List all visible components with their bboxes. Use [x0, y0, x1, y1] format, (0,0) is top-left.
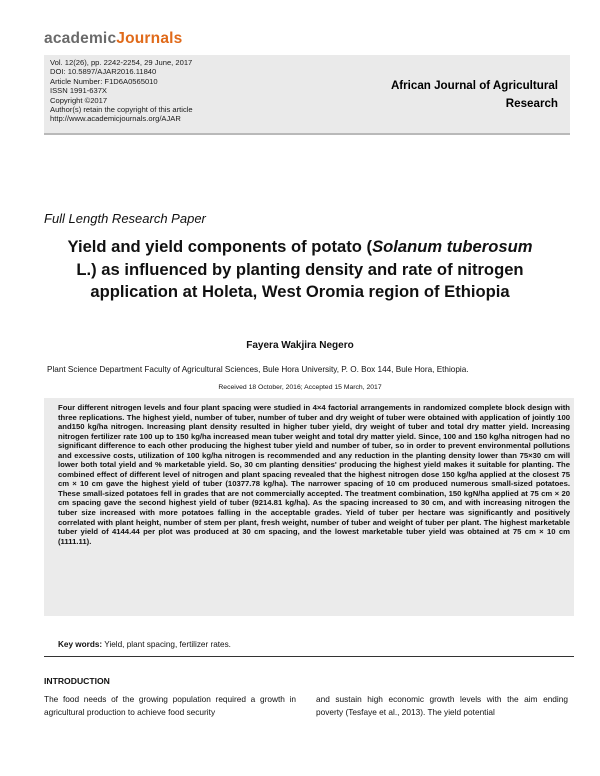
- journal-logo: [44, 30, 182, 48]
- author-name: Fayera Wakjira Negero: [246, 340, 354, 351]
- meta-copyright: Copyright ©2017: [50, 95, 108, 105]
- meta-article-number: Article Number: F1D6A0565010: [50, 76, 158, 86]
- logo-prefix: academic: [44, 30, 117, 47]
- logo-suffix: Journals: [116, 30, 183, 47]
- meta-rights: Author(s) retain the copyright of this article: [50, 105, 193, 115]
- section-heading-introduction: INTRODUCTION: [44, 676, 110, 686]
- meta-issn: ISSN 1991-637X: [50, 86, 107, 96]
- received-accepted-dates: Received 18 October, 2016; Accepted 15 March, 2017: [218, 384, 382, 391]
- keywords-value: Yield, plant spacing, fertilizer rates.: [104, 640, 231, 649]
- article-meta: [50, 58, 193, 124]
- journal-name: African Journal of Agricultural Research: [390, 79, 558, 110]
- title-part-2: L.) as influenced by planting density and rate of nitrogen application at Holeta, West Oromia region of Ethiopia: [76, 259, 524, 302]
- title-part-1: Yield and yield components of potato (: [67, 237, 373, 256]
- title-species: Solanum tuberosum: [372, 237, 533, 256]
- keywords-divider: [44, 656, 574, 657]
- author-affiliation: Plant Science Department Faculty of Agricultural Sciences, Bule Hora University, P. O. Box 144, Bule Hora, Ethiopia.: [47, 365, 469, 374]
- paper-type: Full Length Research Paper: [44, 211, 206, 226]
- header-rule: [44, 133, 570, 135]
- paper-title: [60, 236, 540, 304]
- meta-doi[interactable]: DOI: 10.5897/AJAR2016.11840: [50, 67, 157, 77]
- intro-column-right: and sustain high economic growth levels with the aim ending poverty (Tesfaye et al., 2013). The yield potential: [316, 694, 568, 717]
- intro-column-left: The food needs of the growing population required a growth in agricultural production to achieve food security: [44, 694, 296, 717]
- keywords-label: Key words:: [58, 640, 103, 649]
- abstract-text: Four different nitrogen levels and four plant spacing were studied in 4×4 factorial arrangements in randomized complete block design with three replications. The highest yield, number of tuber, number of tuber and dry weight of tuber were obtained with application of jointly 100 and150 kg/ha nitrogen. Increasing plant density resulted in higher tuber yield, dry weight of tuber and total dry matter yield. Increasing nitrogen fertilizer rate 100 up to 150 kg/ha increased mean tuber weight and total dry matter yield. Since, 100 and 150 kg/ha nitrogen had no significant difference to each other producing the highest tuber yield and number of tuber, so in order to prevent environmental pollutions and excessive costs, utilization of 100 kg/ha nitrogen is recommended and any reduction in the planting density lower than 75×30 cm will lower both total yield and % marketable yield. So, 30 cm planting densities' producing the highest yield makes it suitable for planting. The combined effect of different level of nitrogen and plant spacing revealed that the highest nitrogen dose 150 kg/ha applied at the closest 75 cm × 10 cm gave the highest yield of tuber (10377.78 kg/ha). The narrower spacing of 10 cm produced numerous small-sized potatoes. These small-sized potatoes fell in grades that are not commercially accepted. The treatment combination, 150 kgN/ha applied at 75 cm × 20 cm spacing gave the second highest yield of tuber (9214.81 kg/ha). As the spacing increased to 30 cm, and with increasing nitrogen the tuber size increased with more potatoes falling in the acceptable grades. Yield of tuber per hectare was significantly and positively correlated with plant height, number of stem per plant, fresh weight, number of tuber and weight of tuber per plant. The highest marketable tuber yield of 4144.44 per plot was produced at 30 cm spacing, and the lowest marketable tuber yield was obtained at 75 cm × 10 cm (1111.11).: [58, 403, 570, 546]
- meta-volume: Vol. 12(26), pp. 2242-2254, 29 June, 2017: [50, 58, 193, 67]
- keywords: [58, 640, 231, 649]
- meta-url[interactable]: http://www.academicjournals.org/AJAR: [50, 114, 181, 124]
